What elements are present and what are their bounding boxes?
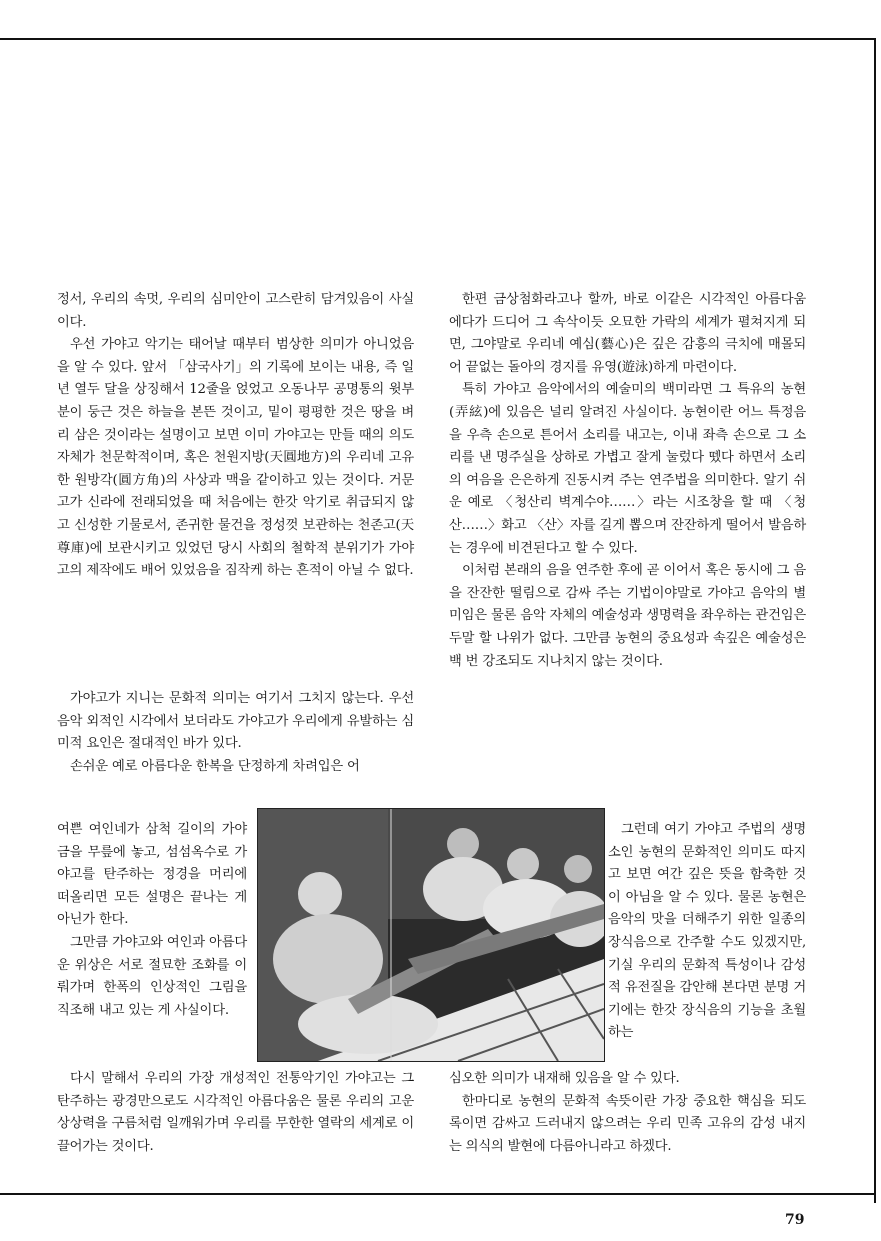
right-column-top (449, 289, 806, 673)
left-column-wrap (57, 819, 247, 1022)
paragraph: 가야고가 지니는 문화적 의미는 여기서 그치지 않는다. 우선 음악 외적인 시각에서 보더라도 가야고가 우리에게 유발하는 심미적 요인은 절대적인 바가 있다. (57, 691, 414, 752)
paragraph: 그만큼 가야고와 여인과 아름다운 위상은 서로 절묘한 조화를 이뤄가며 한폭의 인상적인 그림을 직조해 내고 있는 게 사실이다. (57, 934, 247, 1018)
page-number: 79 (785, 1212, 805, 1228)
paragraph: 이처럼 본래의 음을 연주한 후에 곧 이어서 혹은 동시에 그 음을 잔잔한 떨림으로 감싸 주는 기법이야말로 가야고 음악의 별미임은 물론 음악 자체의 예술성과 생명력을 좌우하는 관건임은 두말 할 나위가 없다. 그만큼 농현의 중요성과 속깊은 예술성은 백 번 강조되도 지나치지 않는 것이다. (449, 563, 806, 669)
top-rule (0, 38, 876, 40)
left-column-top (57, 289, 414, 583)
paragraph: 다시 말해서 우리의 가장 개성적인 전통악기인 가야고는 그 탄주하는 광경만으로도 시각적인 아름다움은 물론 우리의 고운 상상력을 구름처럼 일깨워가며 우리를 무한한 열락의 세계로 이끌어가는 것이다. (57, 1071, 414, 1154)
bottom-rule (0, 1193, 876, 1195)
paragraph: 우선 가야고 악기는 태어날 때부터 범상한 의미가 아니었음을 알 수 있다. 앞서 「삼국사기」의 기록에 보이는 내용, 즉 일년 열두 달을 상징해서 12줄을 얹었고 오동나무 공명통의 윗부분이 둥근 것은 하늘을 본뜬 것이고, 밑이 평평한 것은 땅을 벼리 삼은 것이라는 설명이고 보면 이미 가야고는 만들 때의 의도자체가 천문학적이며, 혹은 천원지방(天圓地方)의 우리네 고유한 원방각(圓方角)의 사상과 맥을 같이하고 있는 것이다. 거문고가 신라에 전래되었을 때 처음에는 한갓 악기로 취급되지 않고 신성한 기물로서, 존귀한 물건을 정성껏 보관하는 천존고(天尊庫)에 보관시키고 있었던 당시 사회의 철학적 분위기가 가야고의 제작에도 배어 있었음을 짐작케 하는 흔적이 아닐 수 없다. (57, 337, 414, 579)
paragraph: 한마디로 농현의 문화적 속뜻이란 가장 중요한 핵심을 되도록이면 감싸고 드러내지 않으려는 우리 민족 고유의 감성 내지는 의식의 발현에 다름아니라고 하겠다. (449, 1093, 806, 1154)
photo-illustration (258, 809, 604, 1061)
paragraph: 특히 가야고 음악에서의 예술미의 백미라면 그 특유의 농현(弄絃)에 있음은 널리 알려진 사실이다. 농현이란 어느 특정음을 우측 손으로 튼어서 소리를 내고는, 이내 좌측 손으로 그 소리를 낸 명주실을 상하로 가볍고 잘게 눌렀다 뗐다 하면서 소리의 여음을 은은하게 진동시켜 주는 연주법을 의미한다. 알기 쉬운 예로 〈청산리 벽계수야……〉라는 시조창을 할 때 〈청산……〉화고 〈산〉자를 길게 뽑으며 잔잔하게 떨어서 발음하는 경우에 비견된다고 할 수 있다. (449, 382, 806, 556)
paragraph: 여쁜 여인네가 삼척 길이의 가야금을 무릎에 놓고, 섬섬옥수로 가야고를 탄주하는 정경을 머리에 떠올리면 모든 설명은 끝나는 게 아닌가 한다. (57, 822, 247, 928)
paragraph: 심오한 의미가 내재해 있음을 알 수 있다. (449, 1071, 680, 1086)
right-column-wrap (608, 819, 806, 1045)
right-column-bottom (449, 1068, 806, 1158)
paragraph: 한편 금상첨화라고나 할까, 바로 이같은 시각적인 아름다움에다가 드디어 그 속삭이듯 오묘한 가락의 세계가 펼쳐지게 되면, 그야말로 우리네 예심(藝心)은 깊은 감흥의 극치에 매몰되어 끝없는 돌아의 경지를 유영(遊泳)하게 마련이다. (449, 292, 806, 375)
right-rule (874, 38, 876, 1203)
paragraph: 손쉬운 예로 아름다운 한복을 단정하게 차려입은 어 (70, 758, 360, 774)
gayageum-performance-photo (257, 808, 605, 1062)
left-column-middle (57, 688, 414, 778)
paragraph: 그런데 여기 가야고 주법의 생명소인 농현의 문화적인 의미도 따지고 보면 여간 깊은 뜻을 함축한 것이 아님을 알 수 있다. 물론 농현은 음악의 맛을 더해주기 위한 일종의 장식음으로 간주할 수도 있겠지만, 기실 우리의 문화적 특성이나 감성적 유전질을 감안해 본다면 분명 거기에는 한갓 장식음의 기능을 초월하는 (608, 822, 806, 1041)
left-column-bottom (57, 1068, 414, 1158)
paragraph: 정서, 우리의 속멋, 우리의 심미안이 고스란히 담겨있음이 사실이다. (57, 292, 414, 330)
